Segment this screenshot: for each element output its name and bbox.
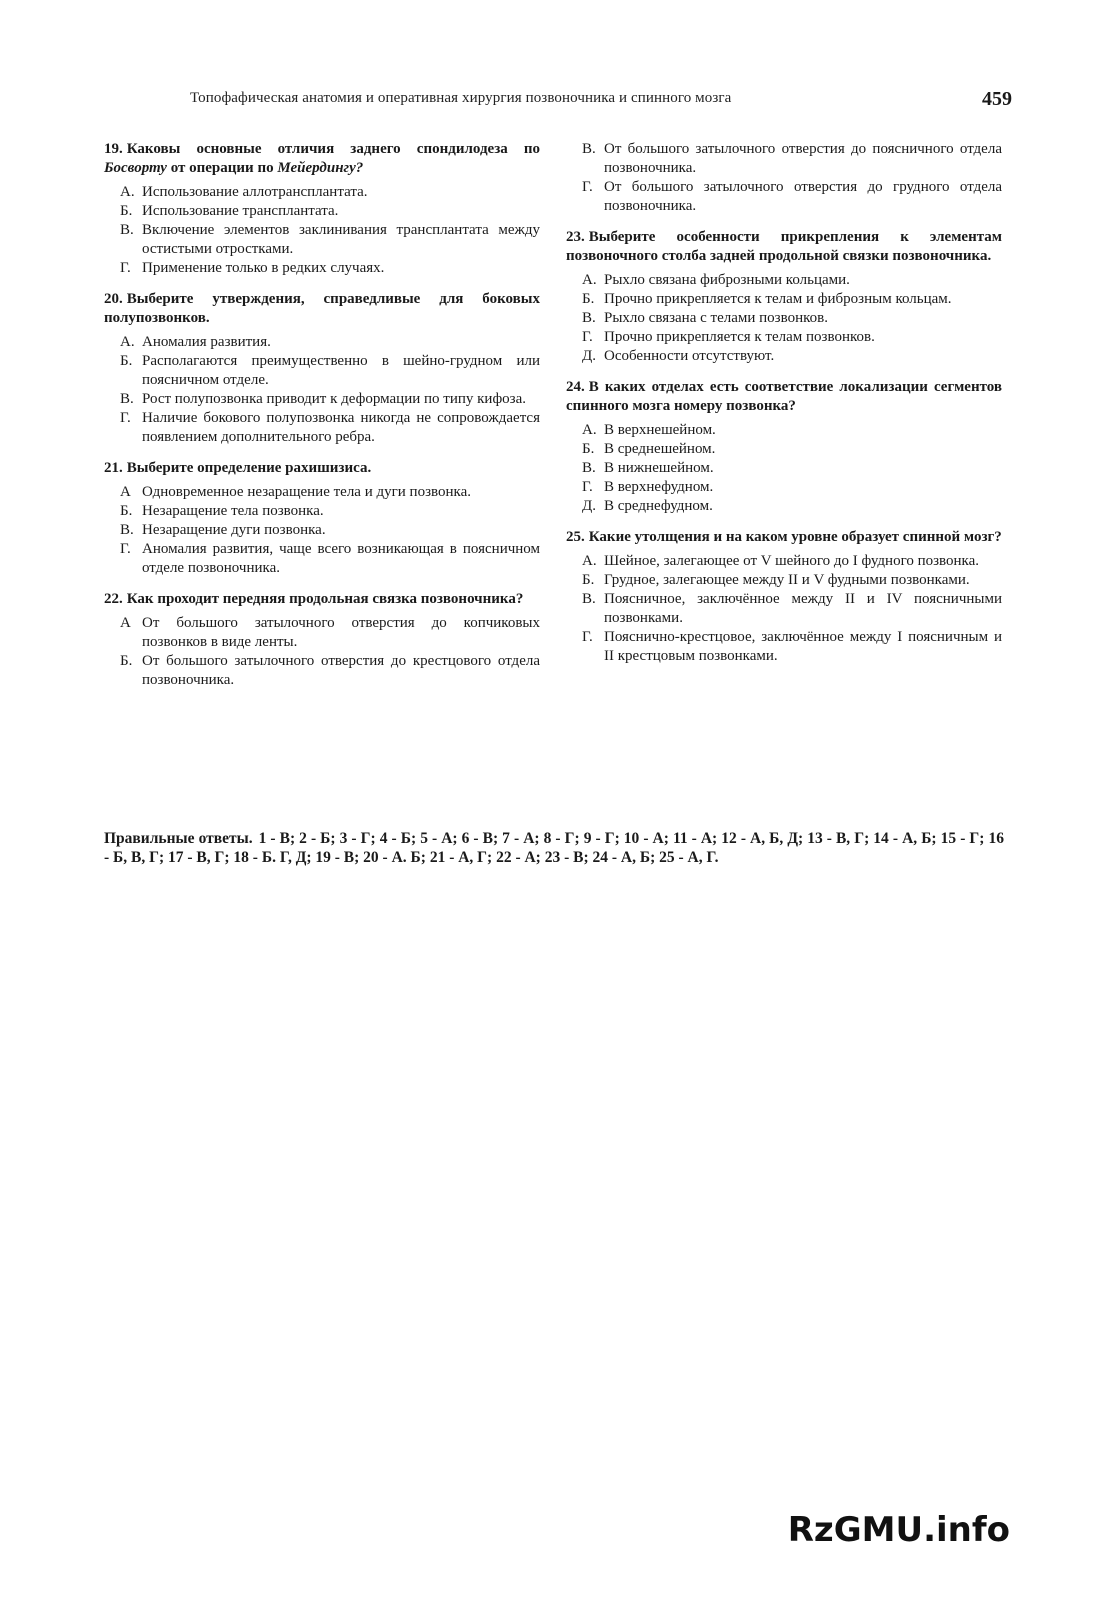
option-text: Включение элементов заклинивания трансплантата между остистыми отростками. — [142, 222, 540, 257]
question-number: 20. — [104, 291, 123, 307]
option-letter: Г. — [120, 260, 131, 276]
question-title — [566, 528, 1002, 547]
option-letter: Б. — [582, 572, 595, 588]
option-text: От большого затылочного отверстия до крестцового отдела позвоночника. — [142, 653, 540, 688]
answer-option — [582, 571, 1002, 590]
answer-option — [120, 483, 540, 502]
question-number: 23. — [566, 229, 585, 245]
answer-option — [582, 459, 1002, 478]
option-text: Поясничное, заключённое между II и IV поясничными позвонками. — [604, 591, 1002, 626]
option-letter: Б. — [582, 441, 595, 457]
option-text: В верхнешейном. — [604, 422, 716, 438]
option-text: Применение только в редких случаях. — [142, 260, 385, 276]
option-text: Грудное, залегающее между II и V фудными позвонками. — [604, 572, 970, 588]
option-text: Незаращение тела позвонка. — [142, 503, 324, 519]
answer-option — [120, 614, 540, 652]
answer-option — [582, 178, 1002, 216]
right-column — [566, 140, 1002, 678]
question-title — [566, 378, 1002, 416]
question-number: 24. — [566, 379, 585, 395]
option-letter: А. — [120, 334, 135, 350]
left-column — [104, 140, 540, 702]
option-letter: В. — [582, 310, 596, 326]
question-text: В каких отделах есть соответствие локализации сегментов спинного мозга номеру позвонка? — [566, 379, 1002, 414]
running-header — [190, 88, 1010, 112]
question-block — [566, 378, 1002, 516]
option-letter: В. — [120, 222, 134, 238]
option-text: Незаращение дуги позвонка. — [142, 522, 326, 538]
running-title: Топофафическая анатомия и оперативная хирургия позвоночника и спинного мозга — [190, 90, 732, 106]
question-block — [104, 459, 540, 578]
option-text: Рост полупозвонка приводит к деформации по типу кифоза. — [142, 391, 527, 407]
option-text: Рыхло связана фиброзными кольцами. — [604, 272, 850, 288]
answer-option — [120, 652, 540, 690]
options-list — [120, 333, 540, 447]
option-letter: А. — [582, 553, 597, 569]
option-letter: Г. — [120, 410, 131, 426]
option-letter: А. — [582, 422, 597, 438]
answer-option — [120, 221, 540, 259]
options-list — [120, 614, 540, 690]
answer-option — [120, 409, 540, 447]
question-text: Выберите особенности прикрепления к элементам позвоночного столба задней продольной связки позвоночника. — [566, 229, 1002, 264]
options-list — [582, 421, 1002, 516]
answer-option — [582, 552, 1002, 571]
answer-option — [120, 390, 540, 409]
page-number: 459 — [982, 88, 1012, 110]
option-letter: Б. — [582, 291, 595, 307]
answer-option — [120, 333, 540, 352]
option-text: Аномалия развития. — [142, 334, 271, 350]
option-letter: Д. — [582, 498, 596, 514]
option-letter: Г. — [582, 479, 593, 495]
question-number: 21. — [104, 460, 123, 476]
answer-option — [582, 271, 1002, 290]
option-text: Наличие бокового полупозвонка никогда не сопровождается появлением дополнительного ребра. — [142, 410, 540, 445]
answers-lead: Правильные ответы. — [104, 830, 253, 847]
question-text: Выберите определение рахишизиса. — [126, 460, 372, 476]
options-list — [582, 271, 1002, 366]
option-text: В среднешейном. — [604, 441, 716, 457]
option-text: Аномалия развития, чаще всего возникающая в поясничном отделе позвоночника. — [142, 541, 540, 576]
option-text: От большого затылочного отверстия до поясничного отдела позвоночника. — [604, 141, 1002, 176]
question-title — [566, 228, 1002, 266]
option-letter: А — [120, 615, 131, 631]
option-text: Использование аллотрансплантата. — [142, 184, 368, 200]
answer-option — [582, 290, 1002, 309]
option-text: Располагаются преимущественно в шейно-грудном или поясничном отделе. — [142, 353, 540, 388]
answer-option — [582, 440, 1002, 459]
answer-option — [582, 497, 1002, 516]
option-letter: Г. — [582, 629, 593, 645]
question-title — [104, 290, 540, 328]
option-letter: А. — [582, 272, 597, 288]
answer-option — [582, 478, 1002, 497]
option-text: Прочно прикрепляется к телам и фиброзным кольцам. — [604, 291, 952, 307]
question-number: 19. — [104, 141, 123, 157]
correct-answers — [104, 829, 1004, 867]
answer-option — [120, 521, 540, 540]
question-number: 25. — [566, 529, 585, 545]
option-text: Шейное, залегающее от V шейного до I фудного позвонка. — [604, 553, 980, 569]
option-letter: Б. — [120, 503, 133, 519]
question-title — [104, 140, 540, 178]
answer-option — [120, 540, 540, 578]
question-text: Выберите утверждения, справедливые для боковых полупозвонков. — [104, 291, 540, 326]
option-letter: В. — [582, 141, 596, 157]
question-text: Босворту — [104, 160, 167, 176]
question-text: Мейердингу? — [277, 160, 364, 176]
option-letter: Б. — [120, 203, 133, 219]
option-text: Прочно прикрепляется к телам позвонков. — [604, 329, 875, 345]
question-block — [566, 228, 1002, 366]
answer-option — [120, 259, 540, 278]
option-letter: В. — [582, 460, 596, 476]
option-letter: Б. — [120, 653, 133, 669]
question-text: Каковы основные отличия заднего спондилодеза по — [126, 141, 540, 157]
option-letter: А. — [120, 184, 135, 200]
options-list — [120, 183, 540, 278]
continuation-options — [582, 140, 1002, 216]
option-letter: Г. — [582, 179, 593, 195]
option-letter: В. — [582, 591, 596, 607]
question-text: Какие утолщения и на каком уровне образует спинной мозг? — [588, 529, 1002, 545]
question-block — [104, 290, 540, 447]
answer-option — [582, 140, 1002, 178]
option-text: От большого затылочного отверстия до копчиковых позвонков в виде ленты. — [142, 615, 540, 650]
option-letter: Г. — [120, 541, 131, 557]
question-block — [104, 140, 540, 278]
option-letter: В. — [120, 391, 134, 407]
question-number: 22. — [104, 591, 123, 607]
option-letter: А — [120, 484, 131, 500]
option-text: Использование трансплантата. — [142, 203, 339, 219]
question-text: Как проходит передняя продольная связка позвоночника? — [126, 591, 524, 607]
option-letter: Б. — [120, 353, 133, 369]
answer-option — [582, 328, 1002, 347]
option-letter: В. — [120, 522, 134, 538]
option-text: Пояснично-крестцовое, заключённое между I поясничным и II крестцовым позвонками. — [604, 629, 1002, 664]
question-title — [104, 590, 540, 609]
option-letter: Д. — [582, 348, 596, 364]
answers-text: 1 - В; 2 - Б; 3 - Г; 4 - Б; 5 - А; 6 - В; 7 - А; 8 - Г; 9 - Г; 10 - А; 11 - А; 12 - А, Б, Д; 13 - В, Г; 14 - А, Б; 15 - Г; 16 - Б, В, Г; 17 - В, Г; 18 - Б. Г, Д; 19 - В; 20 - А. Б; 21 - А, Г; 22 - А; 23 - В; 24 - А, Б; 25 - А, Г. — [104, 830, 1004, 866]
question-block — [566, 528, 1002, 666]
answer-option — [582, 347, 1002, 366]
answer-option — [120, 352, 540, 390]
answer-option — [582, 628, 1002, 666]
answer-option — [582, 421, 1002, 440]
question-block — [104, 590, 540, 690]
answer-option — [582, 590, 1002, 628]
question-title — [104, 459, 540, 478]
option-text: В нижнешейном. — [604, 460, 714, 476]
options-list — [582, 552, 1002, 666]
option-text: Одновременное незаращение тела и дуги позвонка. — [142, 484, 471, 500]
option-letter: Г. — [582, 329, 593, 345]
answer-option — [120, 202, 540, 221]
options-list — [120, 483, 540, 578]
answer-option — [120, 183, 540, 202]
option-text: В среднефудном. — [604, 498, 713, 514]
option-text: Рыхло связана с телами позвонков. — [604, 310, 828, 326]
answer-option — [582, 309, 1002, 328]
site-logo: RzGMU.info — [787, 1510, 1010, 1550]
option-text: От большого затылочного отверстия до грудного отдела позвоночника. — [604, 179, 1002, 214]
option-text: В верхнефудном. — [604, 479, 714, 495]
option-text: Особенности отсутствуют. — [604, 348, 775, 364]
answer-option — [120, 502, 540, 521]
question-text: от операции по — [166, 160, 278, 176]
